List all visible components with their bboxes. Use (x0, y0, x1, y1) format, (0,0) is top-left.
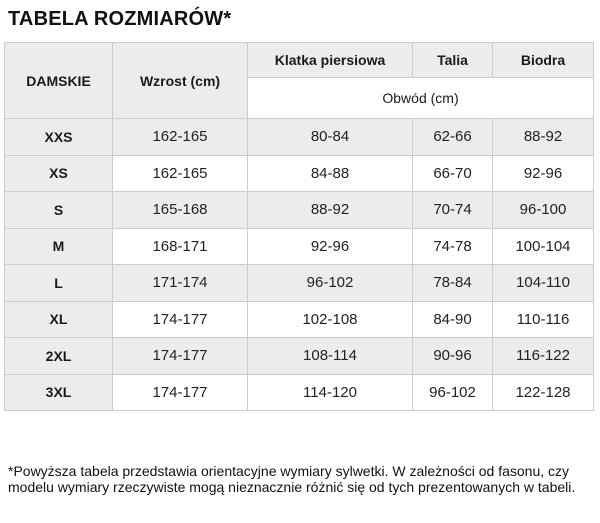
wzrost-cell: 162-165 (113, 119, 248, 156)
table-row-s (5, 192, 594, 229)
talia-cell: 66-70 (413, 155, 493, 192)
size-cell: XS (5, 155, 113, 192)
wzrost-cell: 171-174 (113, 265, 248, 302)
talia-cell: 62-66 (413, 119, 493, 156)
talia-cell: 78-84 (413, 265, 493, 302)
wzrost-cell: 162-165 (113, 155, 248, 192)
biodra-cell: 122-128 (493, 374, 594, 411)
column-header-biodra: Biodra (493, 43, 594, 78)
klatka-cell: 88-92 (248, 192, 413, 229)
klatka-cell: 96-102 (248, 265, 413, 302)
biodra-cell: 110-116 (493, 301, 594, 338)
klatka-cell: 92-96 (248, 228, 413, 265)
klatka-cell: 84-88 (248, 155, 413, 192)
column-header-wzrost: Wzrost (cm) (113, 43, 248, 119)
table-row-xs (5, 155, 594, 192)
table-row-3xl (5, 374, 594, 411)
table-row-l (5, 265, 594, 302)
biodra-cell: 88-92 (493, 119, 594, 156)
size-cell: M (5, 228, 113, 265)
biodra-cell: 104-110 (493, 265, 594, 302)
table-body (5, 119, 594, 411)
size-cell: XL (5, 301, 113, 338)
table-header (5, 43, 594, 119)
footnote: *Powyższa tabela przedstawia orientacyjne wymiary sylwetki. W zależności od fasonu, czy modelu wymiary rzeczywiste mogą nieznacznie różnić się od tych prezentowanych w tabeli. (8, 463, 576, 495)
table-row-xxs (5, 119, 594, 156)
header-row (5, 43, 594, 78)
wzrost-cell: 174-177 (113, 374, 248, 411)
talia-cell: 84-90 (413, 301, 493, 338)
wzrost-cell: 174-177 (113, 338, 248, 375)
wzrost-cell: 174-177 (113, 301, 248, 338)
biodra-cell: 92-96 (493, 155, 594, 192)
biodra-cell: 100-104 (493, 228, 594, 265)
talia-cell: 74-78 (413, 228, 493, 265)
size-cell: XXS (5, 119, 113, 156)
size-cell: 2XL (5, 338, 113, 375)
klatka-cell: 114-120 (248, 374, 413, 411)
column-subheader-obwod: Obwód (cm) (248, 78, 594, 119)
wzrost-cell: 168-171 (113, 228, 248, 265)
size-cell: 3XL (5, 374, 113, 411)
talia-cell: 70-74 (413, 192, 493, 229)
klatka-cell: 108-114 (248, 338, 413, 375)
size-chart-table (4, 42, 594, 411)
page-title: TABELA ROZMIARÓW* (8, 8, 232, 30)
biodra-cell: 96-100 (493, 192, 594, 229)
column-header-talia: Talia (413, 43, 493, 78)
talia-cell: 96-102 (413, 374, 493, 411)
wzrost-cell: 165-168 (113, 192, 248, 229)
klatka-cell: 102-108 (248, 301, 413, 338)
table-row-m (5, 228, 594, 265)
talia-cell: 90-96 (413, 338, 493, 375)
column-header-damskie: DAMSKIE (5, 43, 113, 119)
klatka-cell: 80-84 (248, 119, 413, 156)
size-cell: L (5, 265, 113, 302)
biodra-cell: 116-122 (493, 338, 594, 375)
column-header-klatka-piersiowa: Klatka piersiowa (248, 43, 413, 78)
table-row-2xl (5, 338, 594, 375)
size-cell: S (5, 192, 113, 229)
table-row-xl (5, 301, 594, 338)
